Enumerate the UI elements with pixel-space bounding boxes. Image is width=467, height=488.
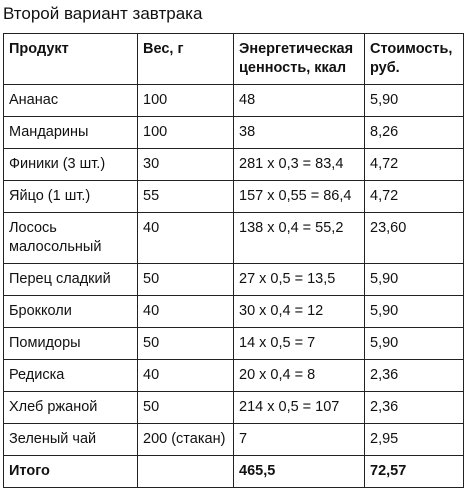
cell-weight: 50 bbox=[138, 264, 234, 296]
table-row bbox=[4, 296, 464, 328]
table-row bbox=[4, 149, 464, 181]
cell-weight: 50 bbox=[138, 328, 234, 360]
header-energy: Энергетическая ценность, ккал bbox=[234, 34, 365, 85]
cell-weight: 100 bbox=[138, 117, 234, 149]
breakfast-table bbox=[3, 33, 464, 488]
cell-cost: 2,95 bbox=[365, 424, 464, 456]
cell-energy: 7 bbox=[234, 424, 365, 456]
cell-energy: 27 х 0,5 = 13,5 bbox=[234, 264, 365, 296]
cell-energy: 14 х 0,5 = 7 bbox=[234, 328, 365, 360]
cell-cost: 5,90 bbox=[365, 296, 464, 328]
cell-energy: 20 х 0,4 = 8 bbox=[234, 360, 365, 392]
cell-cost: 8,26 bbox=[365, 117, 464, 149]
cell-cost: 5,90 bbox=[365, 85, 464, 117]
cell-product: Брокколи bbox=[4, 296, 138, 328]
total-weight bbox=[138, 456, 234, 488]
header-cost: Стоимость, руб. bbox=[365, 34, 464, 85]
table-row bbox=[4, 264, 464, 296]
cell-cost: 5,90 bbox=[365, 264, 464, 296]
cell-product: Помидоры bbox=[4, 328, 138, 360]
table-row bbox=[4, 85, 464, 117]
cell-cost: 4,72 bbox=[365, 181, 464, 213]
cell-energy: 214 х 0,5 = 107 bbox=[234, 392, 365, 424]
cell-energy: 48 bbox=[234, 85, 365, 117]
table-row bbox=[4, 181, 464, 213]
table-row bbox=[4, 424, 464, 456]
cell-product: Редиска bbox=[4, 360, 138, 392]
cell-energy: 30 х 0,4 = 12 bbox=[234, 296, 365, 328]
cell-cost: 4,72 bbox=[365, 149, 464, 181]
total-row bbox=[4, 456, 464, 488]
total-cost: 72,57 bbox=[365, 456, 464, 488]
cell-cost: 5,90 bbox=[365, 328, 464, 360]
cell-cost: 23,60 bbox=[365, 213, 464, 264]
header-weight: Вес, г bbox=[138, 34, 234, 85]
cell-product: Перец сладкий bbox=[4, 264, 138, 296]
cell-weight: 30 bbox=[138, 149, 234, 181]
table-row bbox=[4, 392, 464, 424]
table-header-row bbox=[4, 34, 464, 85]
table-row bbox=[4, 213, 464, 264]
cell-product: Ананас bbox=[4, 85, 138, 117]
cell-product: Зеленый чай bbox=[4, 424, 138, 456]
cell-weight: 40 bbox=[138, 360, 234, 392]
header-product: Продукт bbox=[4, 34, 138, 85]
cell-product: Лосось малосольный bbox=[4, 213, 138, 264]
cell-product: Яйцо (1 шт.) bbox=[4, 181, 138, 213]
cell-product: Хлеб ржаной bbox=[4, 392, 138, 424]
cell-energy: 138 х 0,4 = 55,2 bbox=[234, 213, 365, 264]
cell-cost: 2,36 bbox=[365, 360, 464, 392]
cell-weight: 40 bbox=[138, 213, 234, 264]
cell-weight: 50 bbox=[138, 392, 234, 424]
cell-product: Финики (3 шт.) bbox=[4, 149, 138, 181]
total-energy: 465,5 bbox=[234, 456, 365, 488]
cell-cost: 2,36 bbox=[365, 392, 464, 424]
cell-energy: 157 х 0,55 = 86,4 bbox=[234, 181, 365, 213]
table-row bbox=[4, 117, 464, 149]
total-label: Итого bbox=[4, 456, 138, 488]
page-title: Второй вариант завтрака bbox=[3, 4, 203, 23]
cell-energy: 281 х 0,3 = 83,4 bbox=[234, 149, 365, 181]
cell-weight: 40 bbox=[138, 296, 234, 328]
cell-weight: 200 (стакан) bbox=[138, 424, 234, 456]
cell-weight: 100 bbox=[138, 85, 234, 117]
cell-energy: 38 bbox=[234, 117, 365, 149]
table-row bbox=[4, 360, 464, 392]
cell-product: Мандарины bbox=[4, 117, 138, 149]
cell-weight: 55 bbox=[138, 181, 234, 213]
table-row bbox=[4, 328, 464, 360]
